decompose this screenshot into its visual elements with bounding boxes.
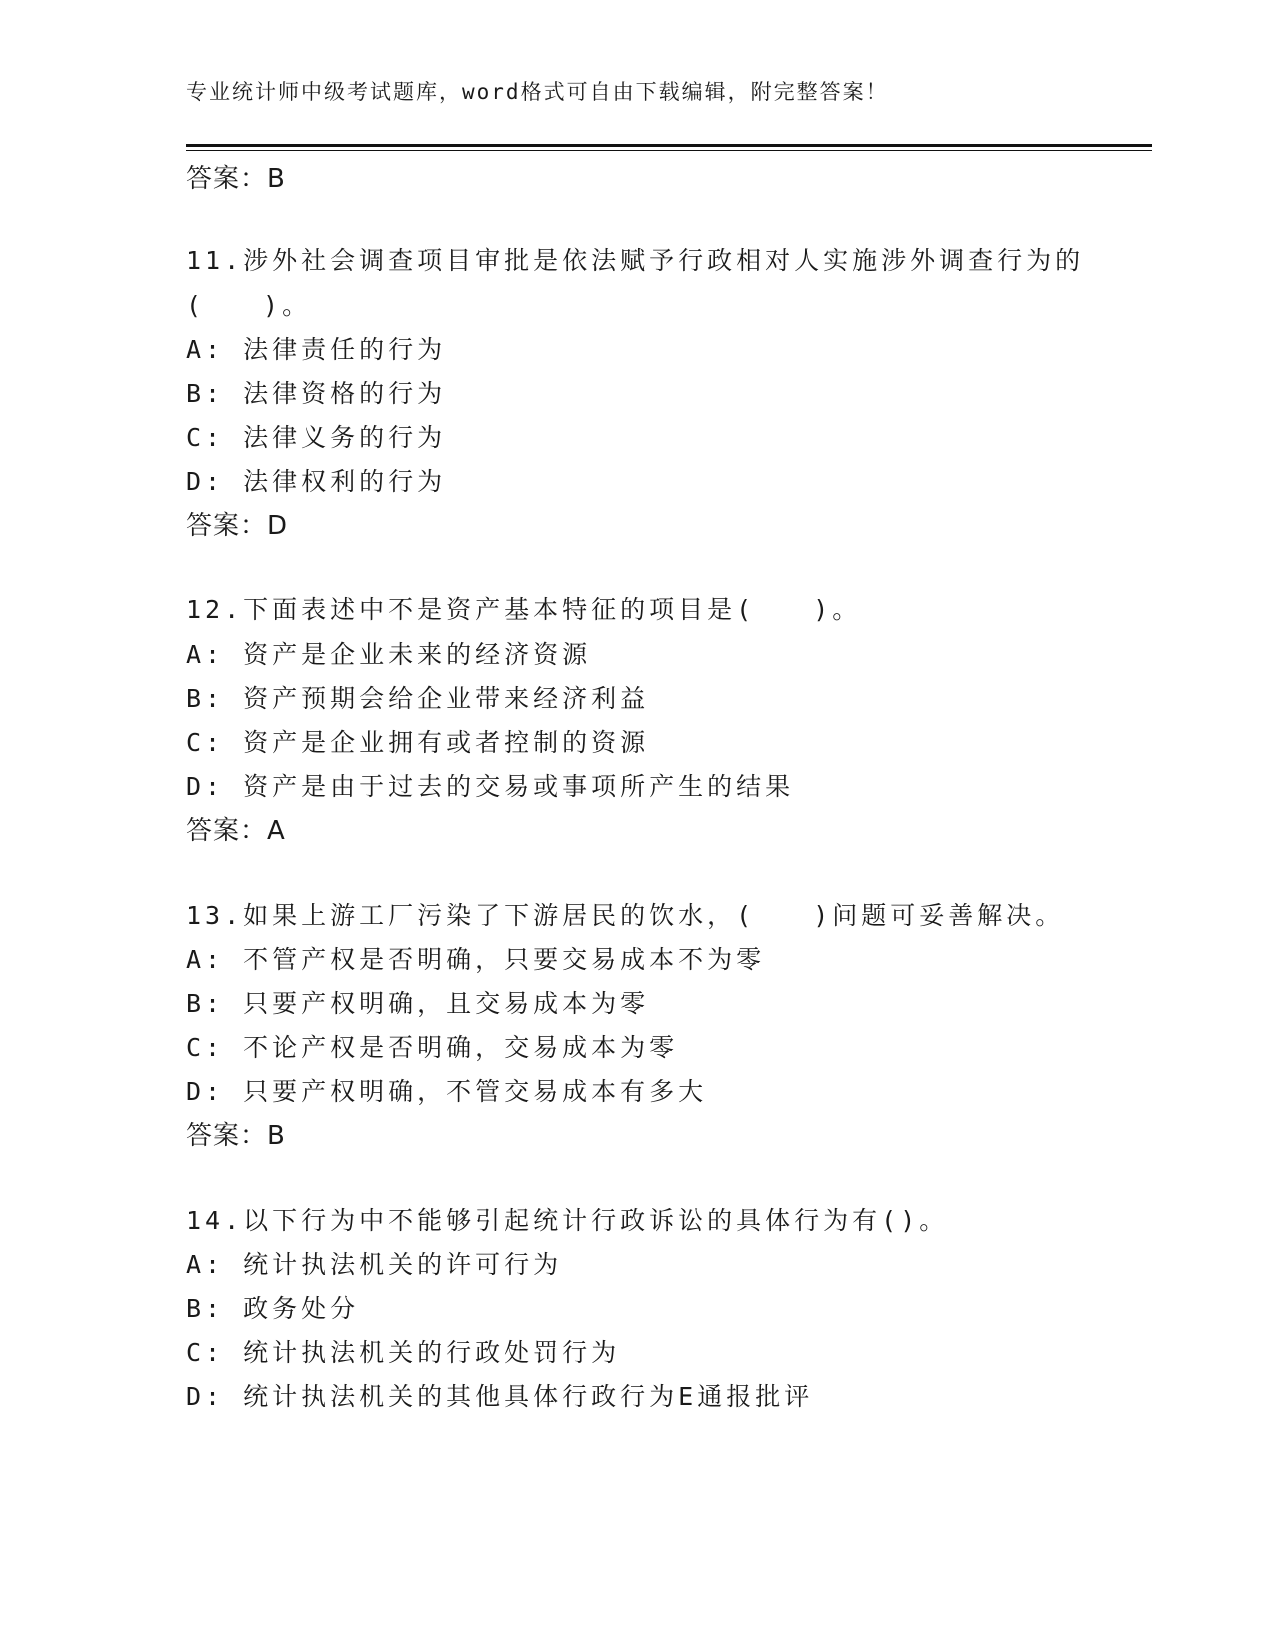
question-12-option-d: D: 资产是由于过去的交易或事项所产生的结果 — [186, 772, 795, 801]
question-14-stem: 14.以下行为中不能够引起统计行政诉讼的具体行为有()。 — [186, 1206, 949, 1235]
answer-previous: 答案：B — [186, 164, 286, 194]
question-11-option-d: D: 法律权利的行为 — [186, 467, 447, 496]
header-rule-thick — [186, 144, 1152, 147]
question-14-option-b: B: 政务处分 — [186, 1294, 360, 1323]
question-14-option-a: A: 统计执法机关的许可行为 — [186, 1250, 563, 1279]
question-12-option-a: A: 资产是企业未来的经济资源 — [186, 640, 592, 669]
question-11-option-b: B: 法律资格的行为 — [186, 379, 447, 408]
question-12-option-c: C: 资产是企业拥有或者控制的资源 — [186, 728, 650, 757]
question-12-answer: 答案：A — [186, 816, 286, 846]
question-12-stem: 12.下面表述中不是资产基本特征的项目是( )。 — [186, 595, 862, 624]
page-header-text: 专业统计师中级考试题库，word格式可自由下载编辑，附完整答案！ — [186, 80, 889, 104]
question-11-answer: 答案：D — [186, 511, 289, 541]
question-13-option-d: D: 只要产权明确，不管交易成本有多大 — [186, 1077, 708, 1106]
question-11-option-a: A: 法律责任的行为 — [186, 335, 447, 364]
question-12-option-b: B: 资产预期会给企业带来经济利益 — [186, 684, 650, 713]
question-14-option-d: D: 统计执法机关的其他具体行政行为E通报批评 — [186, 1382, 814, 1411]
header-rule-thin — [186, 150, 1152, 151]
question-13-stem: 13.如果上游工厂污染了下游居民的饮水，( )问题可妥善解决。 — [186, 901, 1065, 930]
question-13-option-c: C: 不论产权是否明确，交易成本为零 — [186, 1033, 679, 1062]
question-13-option-b: B: 只要产权明确，且交易成本为零 — [186, 989, 650, 1018]
question-14-option-c: C: 统计执法机关的行政处罚行为 — [186, 1338, 621, 1367]
question-13-option-a: A: 不管产权是否明确，只要交易成本不为零 — [186, 945, 766, 974]
question-11-stem-line2: ( )。 — [186, 291, 312, 320]
question-11-stem-line1: 11.涉外社会调查项目审批是依法赋予行政相对人实施涉外调查行为的 — [186, 246, 1085, 275]
question-13-answer: 答案：B — [186, 1121, 286, 1151]
question-11-option-c: C: 法律义务的行为 — [186, 423, 447, 452]
